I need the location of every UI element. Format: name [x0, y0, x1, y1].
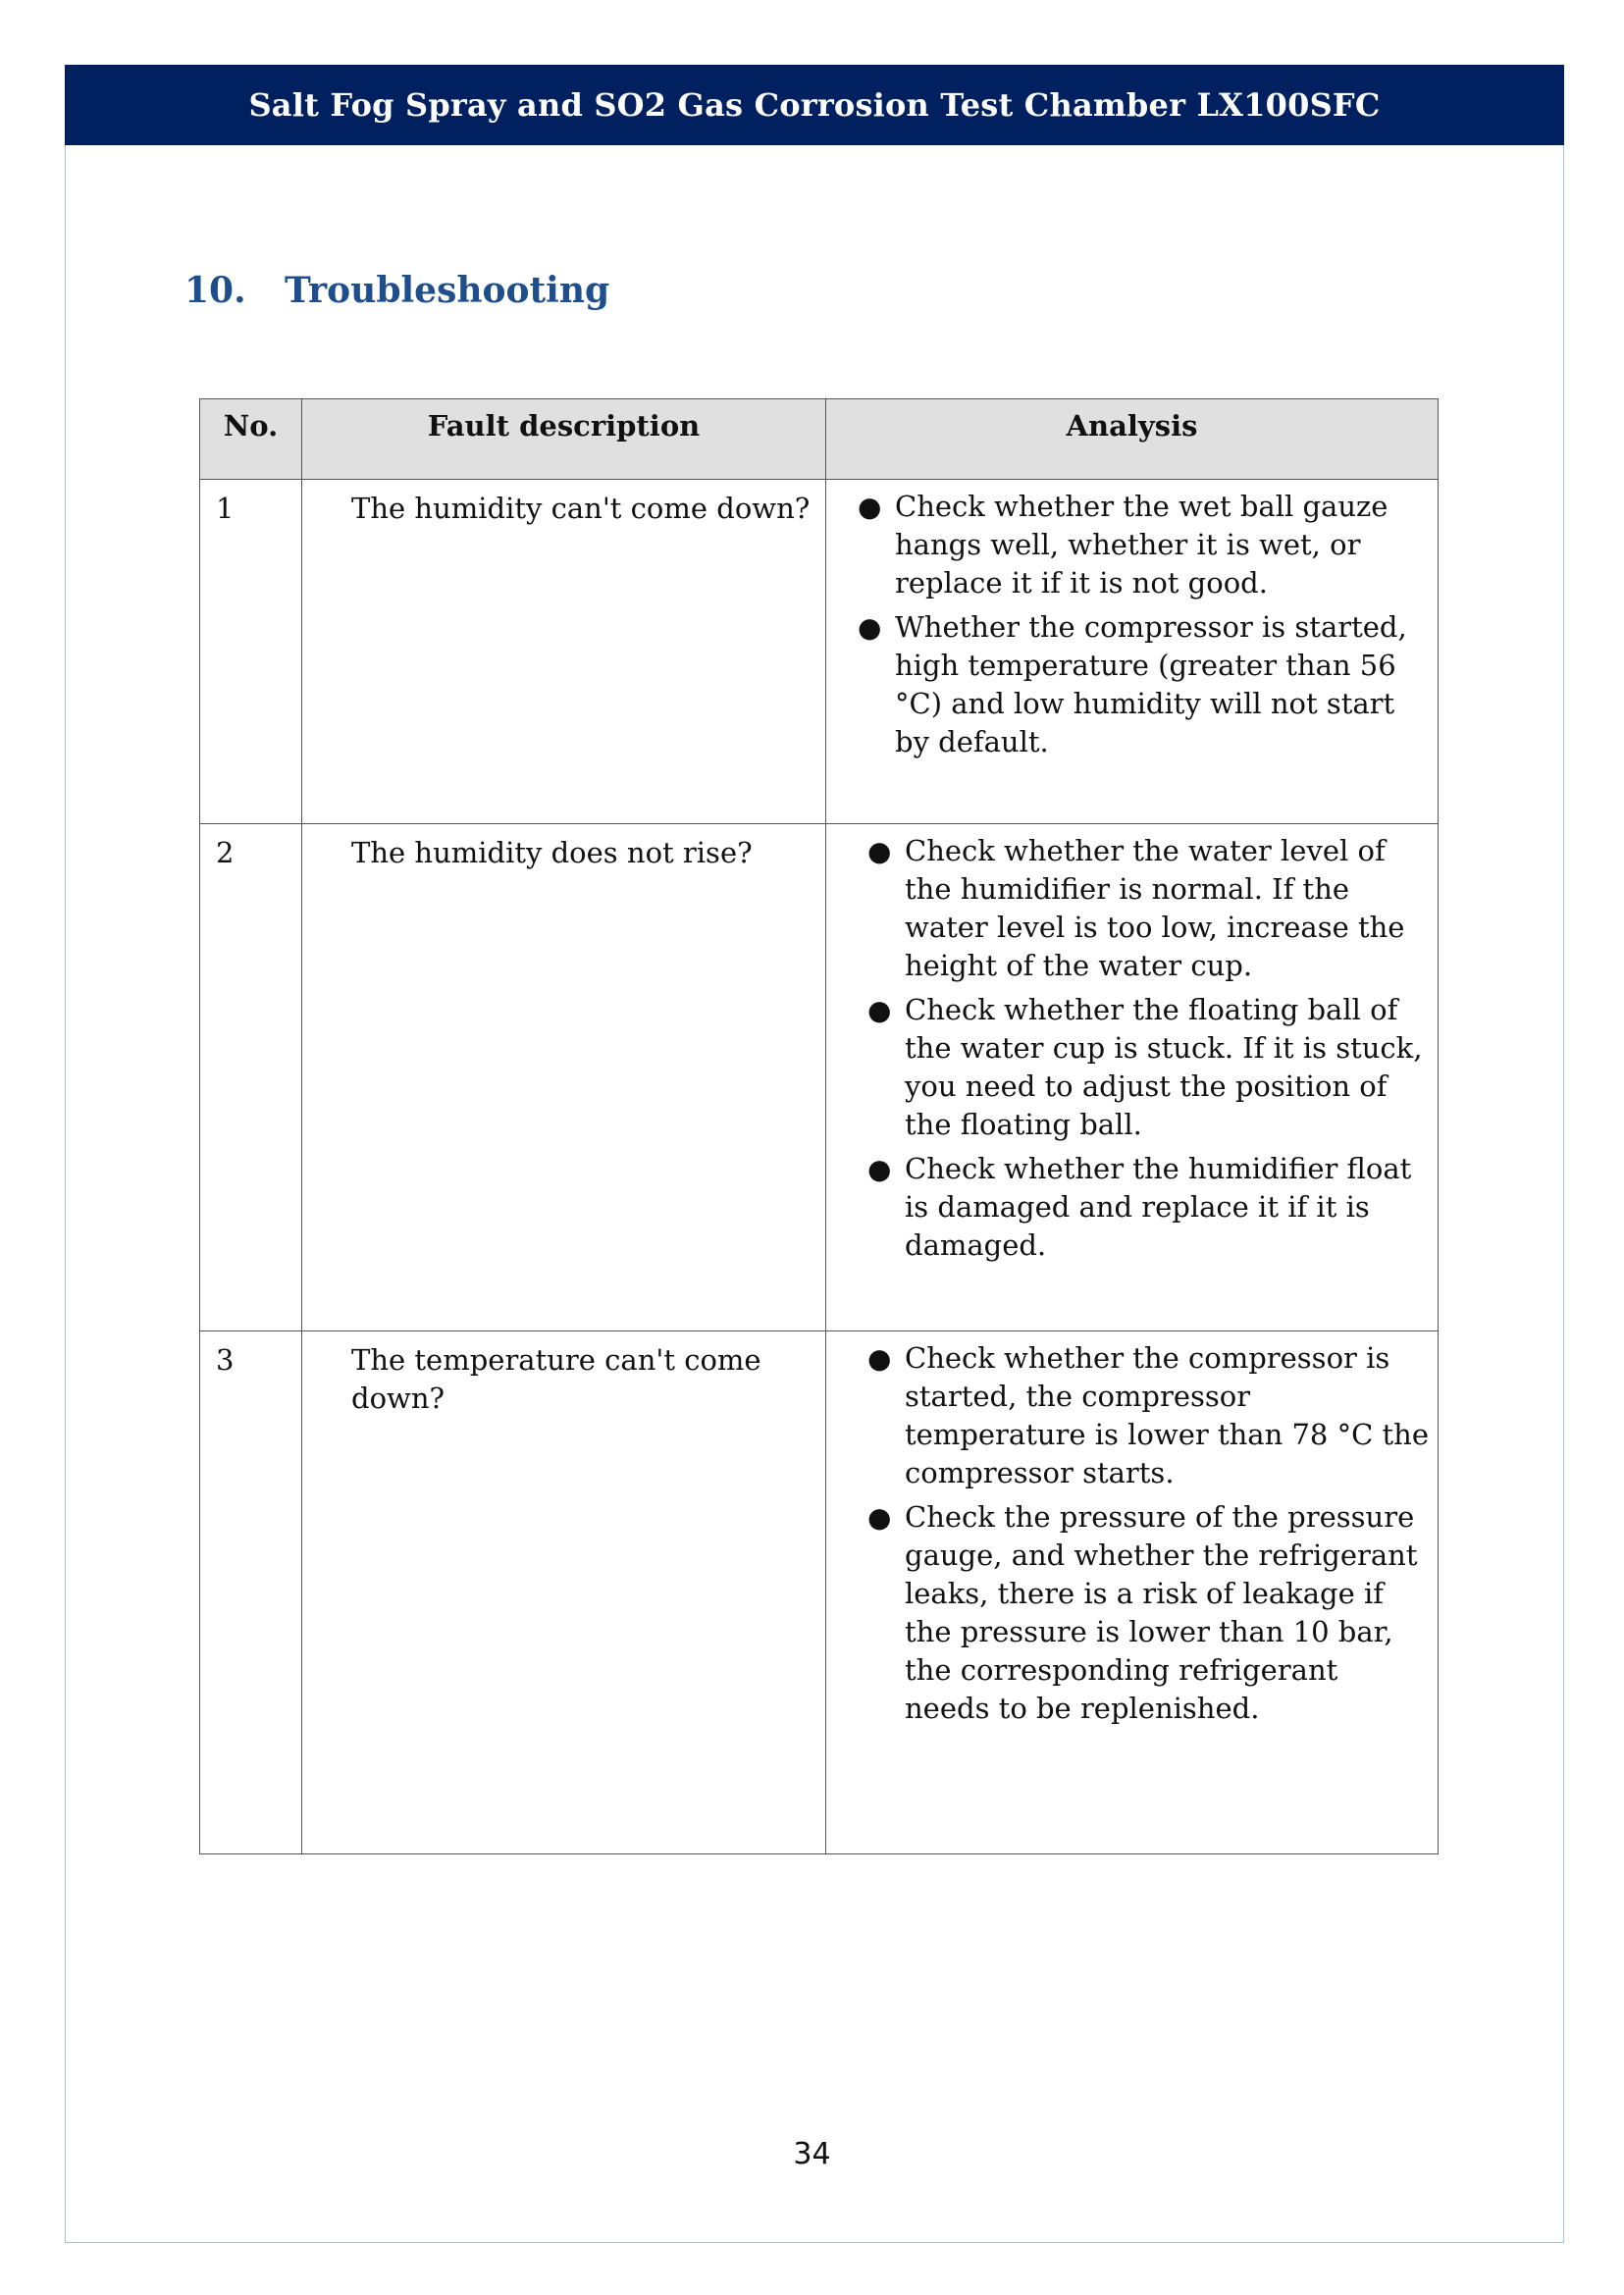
bullet-icon: ● [858, 611, 882, 644]
page-number: 34 [793, 2137, 831, 2171]
column-header-no: No. [200, 399, 302, 480]
analysis-item: ● Check whether the compressor is started, the compressor temperature is lower than 78 °C the compressor starts. [867, 1341, 1429, 1489]
analysis-item: ● Check whether the water level of the humidifier is normal. If the water level is too low, increase the height of the water cup. [867, 834, 1405, 982]
section-heading [184, 270, 609, 311]
fault-description: The temperature can't come down? [302, 1331, 826, 1854]
analysis-cell [826, 824, 1439, 1331]
fault-description: The humidity can't come down? [302, 480, 826, 824]
column-header-fault: Fault description [302, 399, 826, 480]
analysis-list [846, 488, 1430, 761]
header-banner [65, 65, 1564, 145]
section-title: Troubleshooting [285, 270, 610, 311]
analysis-cell [826, 480, 1439, 824]
table-row [200, 480, 1439, 824]
analysis-item: ● Check whether the floating ball of the water cup is stuck. If it is stuck, you need to adjust the position of the floating ball. [867, 993, 1423, 1141]
analysis-list [846, 832, 1430, 1265]
analysis-item: ● Check the pressure of the pressure gauge, and whether the refrigerant leaks, there is a risk of leakage if the pressure is lower than 10 bar, the corresponding refrigerant needs to be replenished. [867, 1500, 1418, 1725]
fault-description: The humidity does not rise? [302, 824, 826, 1331]
bullet-icon: ● [867, 1501, 892, 1534]
bullet-icon: ● [858, 491, 882, 523]
troubleshooting-table [199, 398, 1439, 1854]
row-number: 2 [200, 824, 302, 1331]
bullet-icon: ● [867, 1342, 892, 1375]
bullet-icon: ● [867, 1153, 892, 1185]
row-number: 3 [200, 1331, 302, 1854]
section-number: 10. [184, 270, 246, 311]
analysis-cell [826, 1331, 1439, 1854]
column-header-analysis: Analysis [826, 399, 1439, 480]
analysis-item: ● Check whether the humidifier float is damaged and replace it if it is damaged. [867, 1152, 1412, 1262]
document-title: Salt Fog Spray and SO2 Gas Corrosion Test Chamber LX100SFC [248, 86, 1381, 124]
analysis-item: ● Check whether the wet ball gauze hangs well, whether it is wet, or replace it if it is not good. [858, 490, 1388, 600]
bullet-icon: ● [867, 994, 892, 1026]
table-header-row [200, 399, 1439, 480]
row-number: 1 [200, 480, 302, 824]
bullet-icon: ● [867, 835, 892, 867]
analysis-list [846, 1339, 1430, 1728]
table-row [200, 824, 1439, 1331]
analysis-item: ● Whether the compressor is started, high temperature (greater than 56 °C) and low humidity will not start by default. [858, 610, 1407, 758]
table-row [200, 1331, 1439, 1854]
